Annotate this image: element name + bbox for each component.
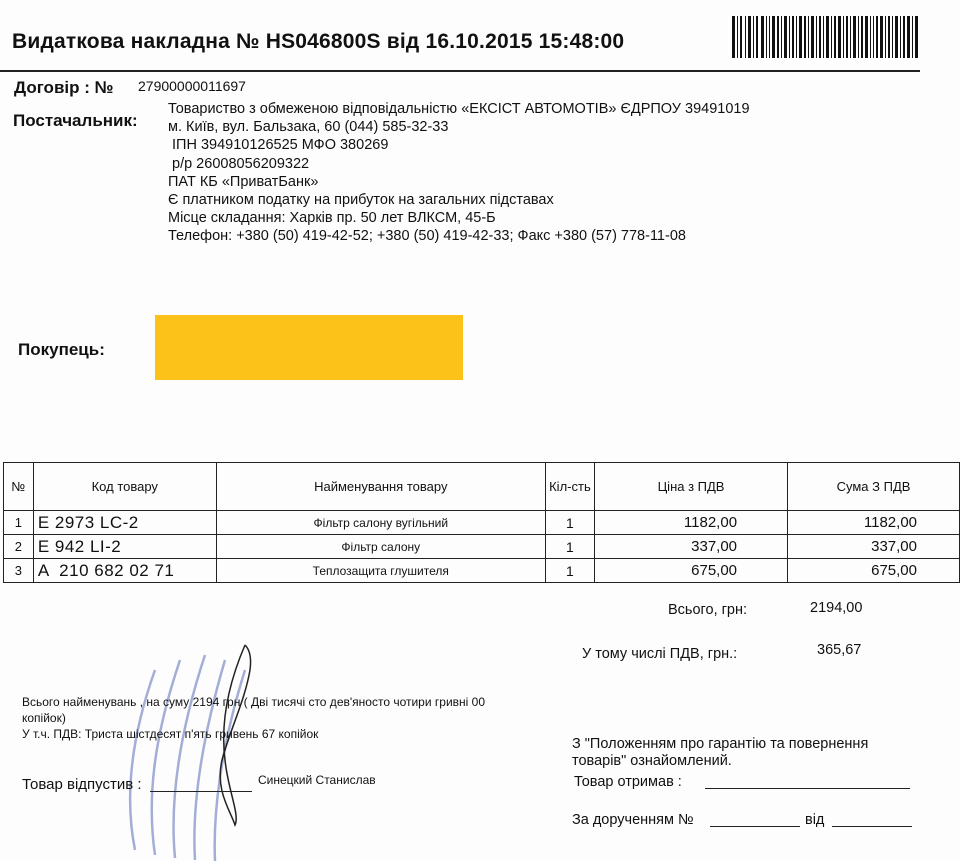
row-price: 675,00: [595, 559, 788, 583]
supplier-line: Телефон: +380 (50) 419-42-52; +380 (50) 419-42-33; Факс +380 (57) 778-11-08: [168, 228, 686, 245]
supplier-line: ІПН 394910126525 МФО 380269: [172, 137, 389, 154]
table-row: [4, 535, 960, 559]
words-line: копійок): [22, 711, 66, 725]
warranty-line: товарів" ознайомлений.: [572, 753, 732, 769]
words-line: Всього найменувань , на суму 2194 грн ( Дві тисячі сто дев'яносто чотири гривні 00: [22, 695, 485, 709]
supplier-label: Постачальник:: [13, 111, 138, 130]
row-price: 1182,00: [595, 511, 788, 535]
invoice-title: Видаткова накладна № HS046800S від 16.10.2015 15:48:00: [12, 30, 625, 53]
row-name: Теплозащита глушителя: [216, 559, 545, 583]
row-number: 3: [4, 559, 34, 583]
total-value: 2194,00: [810, 600, 863, 616]
row-name: Фільтр салону вугільний: [216, 511, 545, 535]
warranty-notice: [572, 736, 868, 770]
header-cell-price: Ціна з ПДВ: [595, 463, 788, 511]
header-cell-qty: Кіл-сть: [545, 463, 594, 511]
supplier-line: Товариство з обмеженою відповідальністю «ЕКСІСТ АВТОМОТІВ» ЄДРПОУ 39491019: [168, 101, 750, 117]
proxy-label: За дорученням №: [572, 812, 694, 828]
released-by-label: Товар відпустив :: [22, 776, 142, 793]
row-qty: 1: [545, 535, 594, 559]
released-signature-line: [150, 791, 252, 792]
buyer-label: Покупець:: [18, 340, 105, 359]
row-sum: 337,00: [788, 535, 960, 559]
row-code: E 942 LI-2: [33, 535, 216, 559]
supplier-line: Місце складання: Харків пр. 50 лет ВЛКСМ, 45-Б: [168, 210, 496, 227]
table-header-row: [4, 463, 960, 511]
header-cell-number: №: [4, 463, 34, 511]
row-code: E 2973 LC-2: [33, 511, 216, 535]
row-code: A 210 682 02 71: [33, 559, 216, 583]
contract-number: 27900000011697: [138, 78, 246, 94]
header-cell-code: Код товару: [33, 463, 216, 511]
total-label: Всього, грн:: [668, 602, 748, 618]
proxy-number-line: [710, 826, 800, 827]
supplier-line: Є платником податку на прибуток на загальних підставах: [168, 192, 554, 209]
title-divider: [0, 70, 920, 72]
header-cell-sum: Сума З ПДВ: [788, 463, 960, 511]
supplier-line: ПАТ КБ «ПриватБанк»: [168, 173, 319, 190]
proxy-date-line: [832, 826, 912, 827]
supplier-line: м. Київ, вул. Бальзака, 60 (044) 585-32-33: [168, 119, 449, 136]
released-by-name: Синецкий Станислав: [258, 773, 376, 787]
warranty-line: З "Положенням про гарантію та повернення: [572, 736, 869, 752]
row-qty: 1: [545, 559, 594, 583]
row-sum: 1182,00: [788, 511, 960, 535]
contract-label: Договір : №: [14, 78, 114, 97]
row-number: 2: [4, 535, 34, 559]
vat-label: У тому числі ПДВ, грн.:: [582, 646, 738, 662]
row-qty: 1: [545, 511, 594, 535]
received-signature-line: [705, 788, 910, 789]
words-line: У т.ч. ПДВ: Триста шістдесят п'ять гривень 67 копійок: [22, 727, 319, 741]
supplier-details: [168, 100, 750, 246]
row-number: 1: [4, 511, 34, 535]
goods-table: [3, 462, 960, 583]
table-row: [4, 511, 960, 535]
amount-in-words: [22, 694, 485, 742]
barcode: [730, 16, 922, 58]
buyer-redaction: [155, 315, 463, 380]
row-sum: 675,00: [788, 559, 960, 583]
received-by-label: Товар отримав :: [574, 774, 682, 790]
table-row: [4, 559, 960, 583]
header-cell-name: Найменування товару: [216, 463, 545, 511]
row-price: 337,00: [595, 535, 788, 559]
proxy-from-label: від: [805, 812, 825, 828]
row-name: Фільтр салону: [216, 535, 545, 559]
supplier-line: р/р 26008056209322: [172, 155, 310, 172]
vat-value: 365,67: [817, 642, 862, 658]
